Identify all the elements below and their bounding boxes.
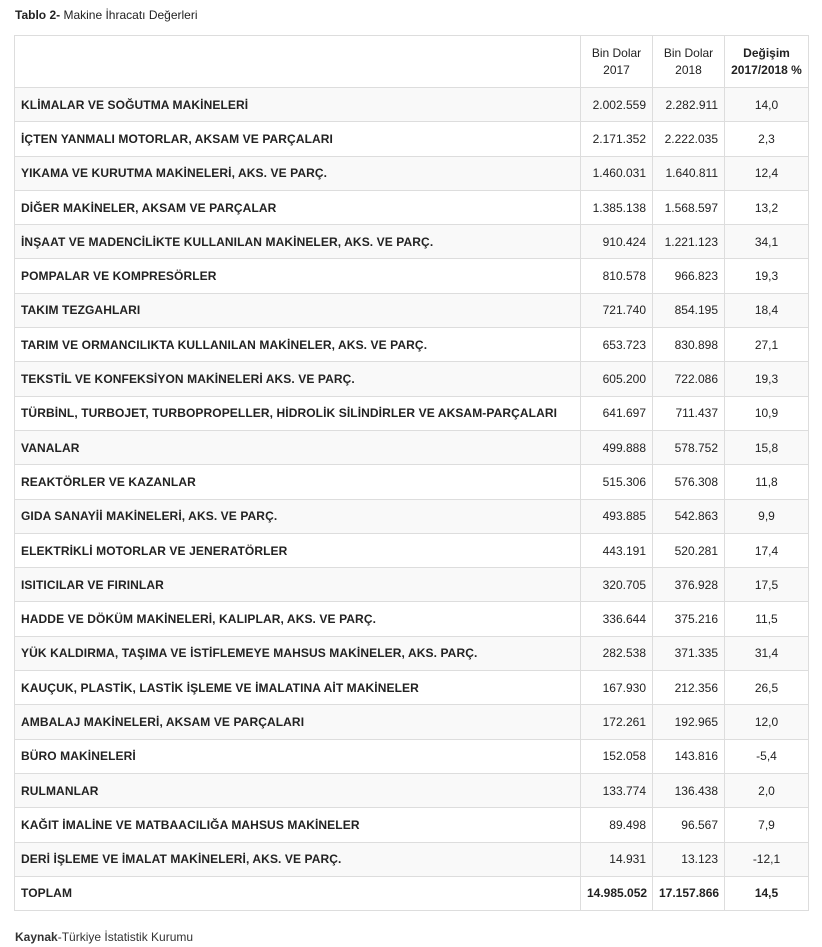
row-value-2017: 641.697 bbox=[581, 396, 653, 430]
header-2017-year: 2017 bbox=[603, 62, 630, 77]
row-value-2018: 722.086 bbox=[653, 362, 725, 396]
table-row bbox=[15, 773, 809, 807]
table-row bbox=[15, 568, 809, 602]
row-category: GIDA SANAYİİ MAKİNELERİ, AKS. VE PARÇ. bbox=[15, 499, 581, 533]
header-2017-unit: Bin Dolar bbox=[591, 45, 642, 60]
row-value-2017: 152.058 bbox=[581, 739, 653, 773]
caption-number: Tablo 2- bbox=[15, 8, 61, 22]
row-change: 14,0 bbox=[725, 88, 809, 122]
header-change-label: Değişim bbox=[743, 45, 790, 60]
row-category: VANALAR bbox=[15, 430, 581, 464]
row-change: 7,9 bbox=[725, 808, 809, 842]
row-value-2017: 493.885 bbox=[581, 499, 653, 533]
table-row bbox=[15, 808, 809, 842]
row-value-2018: 2.222.035 bbox=[653, 122, 725, 156]
row-value-2017: 2.002.559 bbox=[581, 88, 653, 122]
row-category: KLİMALAR VE SOĞUTMA MAKİNELERİ bbox=[15, 88, 581, 122]
row-value-2018: 542.863 bbox=[653, 499, 725, 533]
row-change: 27,1 bbox=[725, 328, 809, 362]
table-row bbox=[15, 842, 809, 876]
row-change: 26,5 bbox=[725, 671, 809, 705]
row-value-2017: 1.460.031 bbox=[581, 156, 653, 190]
row-value-2018: 520.281 bbox=[653, 533, 725, 567]
table-row bbox=[15, 225, 809, 259]
row-change: 17,4 bbox=[725, 533, 809, 567]
table-body bbox=[15, 88, 809, 911]
row-change: 11,8 bbox=[725, 465, 809, 499]
row-value-2017: 810.578 bbox=[581, 259, 653, 293]
row-category: TÜRBİNL, TURBOJET, TURBOPROPELLER, HİDROLİK SİLİNDİRLER VE AKSAM-PARÇALARI bbox=[15, 396, 581, 430]
total-change: 14,5 bbox=[725, 876, 809, 910]
table-row bbox=[15, 533, 809, 567]
source-text: -Türkiye İstatistik Kurumu bbox=[57, 930, 194, 944]
row-value-2017: 282.538 bbox=[581, 636, 653, 670]
row-category: ELEKTRİKLİ MOTORLAR VE JENERATÖRLER bbox=[15, 533, 581, 567]
row-value-2017: 14.931 bbox=[581, 842, 653, 876]
row-value-2018: 711.437 bbox=[653, 396, 725, 430]
header-2018-unit: Bin Dolar bbox=[663, 45, 714, 60]
table-row bbox=[15, 122, 809, 156]
table-row bbox=[15, 705, 809, 739]
table-row bbox=[15, 671, 809, 705]
table-row bbox=[15, 430, 809, 464]
export-values-table bbox=[14, 35, 809, 911]
table-row bbox=[15, 88, 809, 122]
row-category: YÜK KALDIRMA, TAŞIMA VE İSTİFLEMEYE MAHSUS MAKİNELER, AKS. PARÇ. bbox=[15, 636, 581, 670]
row-value-2017: 2.171.352 bbox=[581, 122, 653, 156]
table-caption bbox=[15, 8, 198, 22]
row-category: KAĞIT İMALİNE VE MATBAACILIĞA MAHSUS MAKİNELER bbox=[15, 808, 581, 842]
row-value-2018: 136.438 bbox=[653, 773, 725, 807]
row-change: 11,5 bbox=[725, 602, 809, 636]
row-change: 12,0 bbox=[725, 705, 809, 739]
header-change bbox=[725, 36, 809, 88]
row-value-2017: 721.740 bbox=[581, 293, 653, 327]
row-category: İNŞAAT VE MADENCİLİKTE KULLANILAN MAKİNELER, AKS. VE PARÇ. bbox=[15, 225, 581, 259]
row-value-2017: 499.888 bbox=[581, 430, 653, 464]
source-label: Kaynak bbox=[15, 930, 58, 944]
row-category: HADDE VE DÖKÜM MAKİNELERİ, KALIPLAR, AKS. VE PARÇ. bbox=[15, 602, 581, 636]
total-row bbox=[15, 876, 809, 910]
row-value-2018: 2.282.911 bbox=[653, 88, 725, 122]
row-change: 2,3 bbox=[725, 122, 809, 156]
table-row bbox=[15, 739, 809, 773]
row-category: ISITICILAR VE FIRINLAR bbox=[15, 568, 581, 602]
table-header-row bbox=[15, 36, 809, 88]
total-value-2017: 14.985.052 bbox=[581, 876, 653, 910]
row-value-2018: 371.335 bbox=[653, 636, 725, 670]
row-value-2018: 1.568.597 bbox=[653, 190, 725, 224]
row-change: 19,3 bbox=[725, 362, 809, 396]
row-category: YIKAMA VE KURUTMA MAKİNELERİ, AKS. VE PARÇ. bbox=[15, 156, 581, 190]
row-value-2017: 172.261 bbox=[581, 705, 653, 739]
row-value-2017: 605.200 bbox=[581, 362, 653, 396]
caption-text: Makine İhracatı Değerleri bbox=[60, 8, 198, 22]
row-change: 15,8 bbox=[725, 430, 809, 464]
row-change: 2,0 bbox=[725, 773, 809, 807]
row-value-2017: 167.930 bbox=[581, 671, 653, 705]
row-change: -5,4 bbox=[725, 739, 809, 773]
row-category: AMBALAJ MAKİNELERİ, AKSAM VE PARÇALARI bbox=[15, 705, 581, 739]
row-value-2018: 854.195 bbox=[653, 293, 725, 327]
source-note bbox=[15, 930, 193, 944]
row-change: 31,4 bbox=[725, 636, 809, 670]
row-category: TARIM VE ORMANCILIKTA KULLANILAN MAKİNELER, AKS. VE PARÇ. bbox=[15, 328, 581, 362]
table-row bbox=[15, 636, 809, 670]
row-change: 9,9 bbox=[725, 499, 809, 533]
row-category: REAKTÖRLER VE KAZANLAR bbox=[15, 465, 581, 499]
total-value-2018: 17.157.866 bbox=[653, 876, 725, 910]
header-empty bbox=[15, 36, 581, 88]
row-value-2018: 1.221.123 bbox=[653, 225, 725, 259]
row-value-2018: 96.567 bbox=[653, 808, 725, 842]
row-value-2018: 192.965 bbox=[653, 705, 725, 739]
row-change: 12,4 bbox=[725, 156, 809, 190]
row-change: -12,1 bbox=[725, 842, 809, 876]
row-value-2017: 320.705 bbox=[581, 568, 653, 602]
row-value-2018: 13.123 bbox=[653, 842, 725, 876]
row-value-2017: 133.774 bbox=[581, 773, 653, 807]
row-value-2018: 1.640.811 bbox=[653, 156, 725, 190]
table-row bbox=[15, 190, 809, 224]
row-value-2018: 375.216 bbox=[653, 602, 725, 636]
row-value-2018: 143.816 bbox=[653, 739, 725, 773]
header-2018-year: 2018 bbox=[675, 62, 702, 77]
table-row bbox=[15, 465, 809, 499]
row-category: POMPALAR VE KOMPRESÖRLER bbox=[15, 259, 581, 293]
row-value-2017: 443.191 bbox=[581, 533, 653, 567]
row-category: TEKSTİL VE KONFEKSİYON MAKİNELERİ AKS. VE PARÇ. bbox=[15, 362, 581, 396]
total-label: TOPLAM bbox=[15, 876, 581, 910]
table-row bbox=[15, 602, 809, 636]
row-change: 13,2 bbox=[725, 190, 809, 224]
row-change: 17,5 bbox=[725, 568, 809, 602]
table-row bbox=[15, 499, 809, 533]
row-change: 10,9 bbox=[725, 396, 809, 430]
row-category: KAUÇUK, PLASTİK, LASTİK İŞLEME VE İMALATINA AİT MAKİNELER bbox=[15, 671, 581, 705]
row-category: İÇTEN YANMALI MOTORLAR, AKSAM VE PARÇALARI bbox=[15, 122, 581, 156]
row-value-2017: 336.644 bbox=[581, 602, 653, 636]
row-value-2018: 212.356 bbox=[653, 671, 725, 705]
header-change-period: 2017/2018 % bbox=[731, 62, 802, 77]
table-row bbox=[15, 156, 809, 190]
table-row bbox=[15, 259, 809, 293]
table-row bbox=[15, 293, 809, 327]
header-2018 bbox=[653, 36, 725, 88]
row-change: 19,3 bbox=[725, 259, 809, 293]
row-value-2017: 89.498 bbox=[581, 808, 653, 842]
row-value-2017: 515.306 bbox=[581, 465, 653, 499]
row-value-2017: 653.723 bbox=[581, 328, 653, 362]
row-value-2017: 1.385.138 bbox=[581, 190, 653, 224]
row-value-2018: 376.928 bbox=[653, 568, 725, 602]
row-category: DİĞER MAKİNELER, AKSAM VE PARÇALAR bbox=[15, 190, 581, 224]
row-value-2018: 578.752 bbox=[653, 430, 725, 464]
row-value-2017: 910.424 bbox=[581, 225, 653, 259]
table-row bbox=[15, 328, 809, 362]
table-row bbox=[15, 396, 809, 430]
row-change: 34,1 bbox=[725, 225, 809, 259]
row-category: TAKIM TEZGAHLARI bbox=[15, 293, 581, 327]
row-value-2018: 576.308 bbox=[653, 465, 725, 499]
row-category: DERİ İŞLEME VE İMALAT MAKİNELERİ, AKS. VE PARÇ. bbox=[15, 842, 581, 876]
table-row bbox=[15, 362, 809, 396]
row-change: 18,4 bbox=[725, 293, 809, 327]
row-value-2018: 830.898 bbox=[653, 328, 725, 362]
header-2017 bbox=[581, 36, 653, 88]
row-category: RULMANLAR bbox=[15, 773, 581, 807]
row-category: BÜRO MAKİNELERİ bbox=[15, 739, 581, 773]
row-value-2018: 966.823 bbox=[653, 259, 725, 293]
